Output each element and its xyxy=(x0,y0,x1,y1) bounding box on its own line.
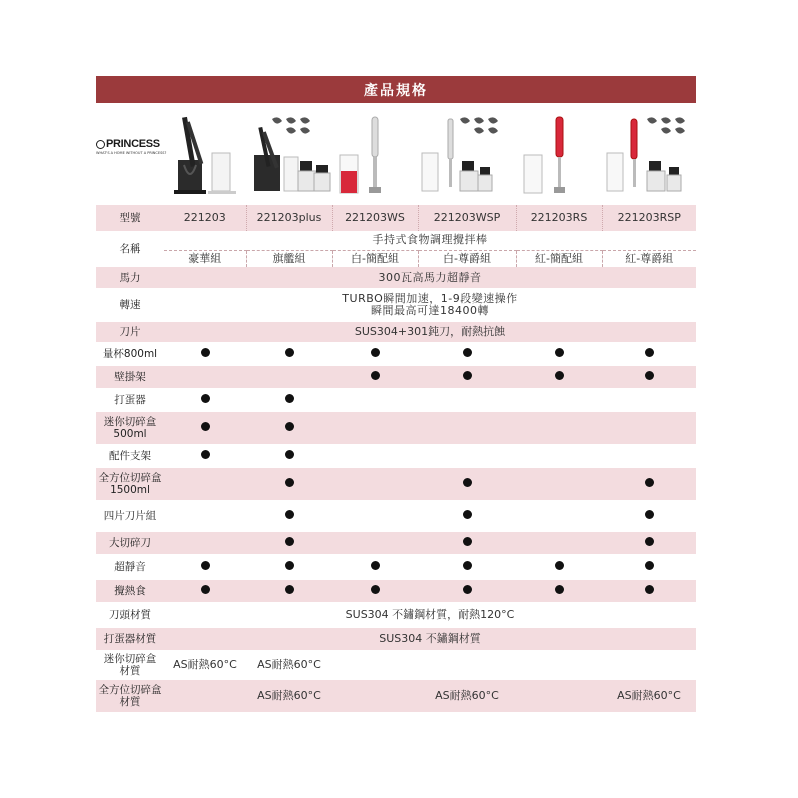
bigblade-row xyxy=(96,532,696,554)
product-image-221203RSP xyxy=(601,105,696,200)
spec-banner: 產品規格 xyxy=(96,76,696,103)
row-label: 刀頭材質 xyxy=(96,602,164,628)
included-dot-icon xyxy=(371,371,380,380)
row-label-line: 材質 xyxy=(119,696,141,708)
product-images xyxy=(96,105,696,200)
brand-name: PRINCESS xyxy=(106,138,160,150)
included-dot-icon xyxy=(645,478,654,487)
included-dot-icon xyxy=(285,450,294,459)
name-row xyxy=(96,231,696,250)
included-dot-icon xyxy=(645,510,654,519)
row-label: 四片刀片組 xyxy=(96,500,164,532)
blade-value: SUS304+301鈍刀，耐熱抗蝕 xyxy=(164,322,696,342)
included-dot-icon xyxy=(463,371,472,380)
headmaterial-row xyxy=(96,602,696,628)
blade-row xyxy=(96,322,696,342)
included-dot-icon xyxy=(285,561,294,570)
hotfood-row xyxy=(96,580,696,602)
row-label: 名稱 xyxy=(96,231,164,267)
included-dot-icon xyxy=(201,585,210,594)
included-dot-icon xyxy=(285,478,294,487)
included-dot-icon xyxy=(285,394,294,403)
row-label-line: 全方位切碎盒 xyxy=(98,684,162,696)
product-image-221203WSP xyxy=(416,105,506,200)
variant-name: 白-簡配組 xyxy=(332,250,418,267)
included-dot-icon xyxy=(463,478,472,487)
model-name: 221203 xyxy=(164,205,246,231)
bigchopper-row xyxy=(96,468,696,500)
row-label-line: 迷你切碎盒 xyxy=(103,416,157,428)
material-value: AS耐熱60°C xyxy=(164,650,246,680)
included-dot-icon xyxy=(645,348,654,357)
included-dot-icon xyxy=(371,561,380,570)
row-label: 壁掛架 xyxy=(96,366,164,388)
cup-row xyxy=(96,342,696,366)
row-label xyxy=(96,680,164,712)
whiskmaterial-value: SUS304 不鏽鋼材質 xyxy=(164,628,696,650)
row-label: 刀片 xyxy=(96,322,164,342)
row-label: 打蛋器 xyxy=(96,388,164,412)
row-label xyxy=(96,650,164,680)
included-dot-icon xyxy=(463,510,472,519)
included-dot-icon xyxy=(371,348,380,357)
model-name: 221203WS xyxy=(332,205,418,231)
product-image-221203RS xyxy=(516,105,596,200)
headmaterial-value: SUS304 不鏽鋼材質，耐熱120°C xyxy=(164,602,696,628)
model-name: 221203plus xyxy=(246,205,332,231)
row-label: 大切碎刀 xyxy=(96,532,164,554)
included-dot-icon xyxy=(201,348,210,357)
included-dot-icon xyxy=(555,561,564,570)
variant-name: 紅-尊爵組 xyxy=(602,250,696,267)
material-value: AS耐熱60°C xyxy=(246,650,332,680)
row-label-line: 1500ml xyxy=(110,484,150,496)
whisk-row xyxy=(96,388,696,412)
quiet-row xyxy=(96,554,696,580)
included-dot-icon xyxy=(645,585,654,594)
variant-name: 旗艦組 xyxy=(246,250,332,267)
minichopper-row xyxy=(96,412,696,444)
product-name: 手持式食物調理攪拌棒 xyxy=(164,231,696,250)
included-dot-icon xyxy=(285,510,294,519)
included-dot-icon xyxy=(555,371,564,380)
variant-name: 紅-簡配組 xyxy=(516,250,602,267)
speed-line-1: TURBO瞬間加速，1-9段變速操作 xyxy=(342,292,518,305)
variant-name: 白-尊爵組 xyxy=(418,250,516,267)
model-row xyxy=(96,205,696,231)
speed-line-2: 瞬間最高可達18400轉 xyxy=(371,304,489,317)
brand-tagline: WHAT'S A HOME WITHOUT A PRINCESS? xyxy=(96,151,167,155)
row-label-line: 材質 xyxy=(119,665,141,677)
variant-row xyxy=(96,250,696,267)
variant-name: 豪華組 xyxy=(164,250,246,267)
minimaterial-row xyxy=(96,650,696,680)
fourblade-row xyxy=(96,500,696,532)
included-dot-icon xyxy=(645,371,654,380)
product-image-221203 xyxy=(166,105,256,200)
row-label: 打蛋器材質 xyxy=(96,628,164,650)
spec-table xyxy=(96,205,696,712)
included-dot-icon xyxy=(285,537,294,546)
model-name: 221203RS xyxy=(516,205,602,231)
included-dot-icon xyxy=(285,422,294,431)
included-dot-icon xyxy=(463,348,472,357)
row-label: 量杯800ml xyxy=(96,342,164,366)
row-label: 型號 xyxy=(96,205,164,231)
included-dot-icon xyxy=(645,537,654,546)
speed-value xyxy=(164,288,696,322)
power-row xyxy=(96,267,696,288)
included-dot-icon xyxy=(285,348,294,357)
row-label: 轉速 xyxy=(96,288,164,322)
included-dot-icon xyxy=(463,585,472,594)
included-dot-icon xyxy=(463,537,472,546)
row-label-line: 迷你切碎盒 xyxy=(103,653,157,665)
material-value: AS耐熱60°C xyxy=(246,680,332,712)
wallmount-row xyxy=(96,366,696,388)
included-dot-icon xyxy=(201,561,210,570)
material-value: AS耐熱60°C xyxy=(418,680,516,712)
material-value: AS耐熱60°C xyxy=(602,680,696,712)
row-label-line: 500ml xyxy=(113,428,147,440)
row-label: 配件支架 xyxy=(96,444,164,468)
included-dot-icon xyxy=(201,394,210,403)
stand-row xyxy=(96,444,696,468)
speed-row xyxy=(96,288,696,322)
model-name: 221203WSP xyxy=(418,205,516,231)
included-dot-icon xyxy=(201,450,210,459)
included-dot-icon xyxy=(371,585,380,594)
power-value: 300瓦高馬力超靜音 xyxy=(164,267,696,288)
product-image-221203WS xyxy=(334,105,414,200)
whiskmaterial-row xyxy=(96,628,696,650)
included-dot-icon xyxy=(555,585,564,594)
product-image-221203plus xyxy=(246,105,336,200)
row-label xyxy=(96,412,164,444)
model-name: 221203RSP xyxy=(602,205,696,231)
included-dot-icon xyxy=(555,348,564,357)
included-dot-icon xyxy=(285,585,294,594)
row-label: 馬力 xyxy=(96,267,164,288)
row-label: 攪熱食 xyxy=(96,580,164,602)
row-label: 超靜音 xyxy=(96,554,164,580)
included-dot-icon xyxy=(645,561,654,570)
included-dot-icon xyxy=(201,422,210,431)
row-label xyxy=(96,468,164,500)
bigmaterial-row xyxy=(96,680,696,712)
row-label-line: 全方位切碎盒 xyxy=(98,472,162,484)
included-dot-icon xyxy=(463,561,472,570)
